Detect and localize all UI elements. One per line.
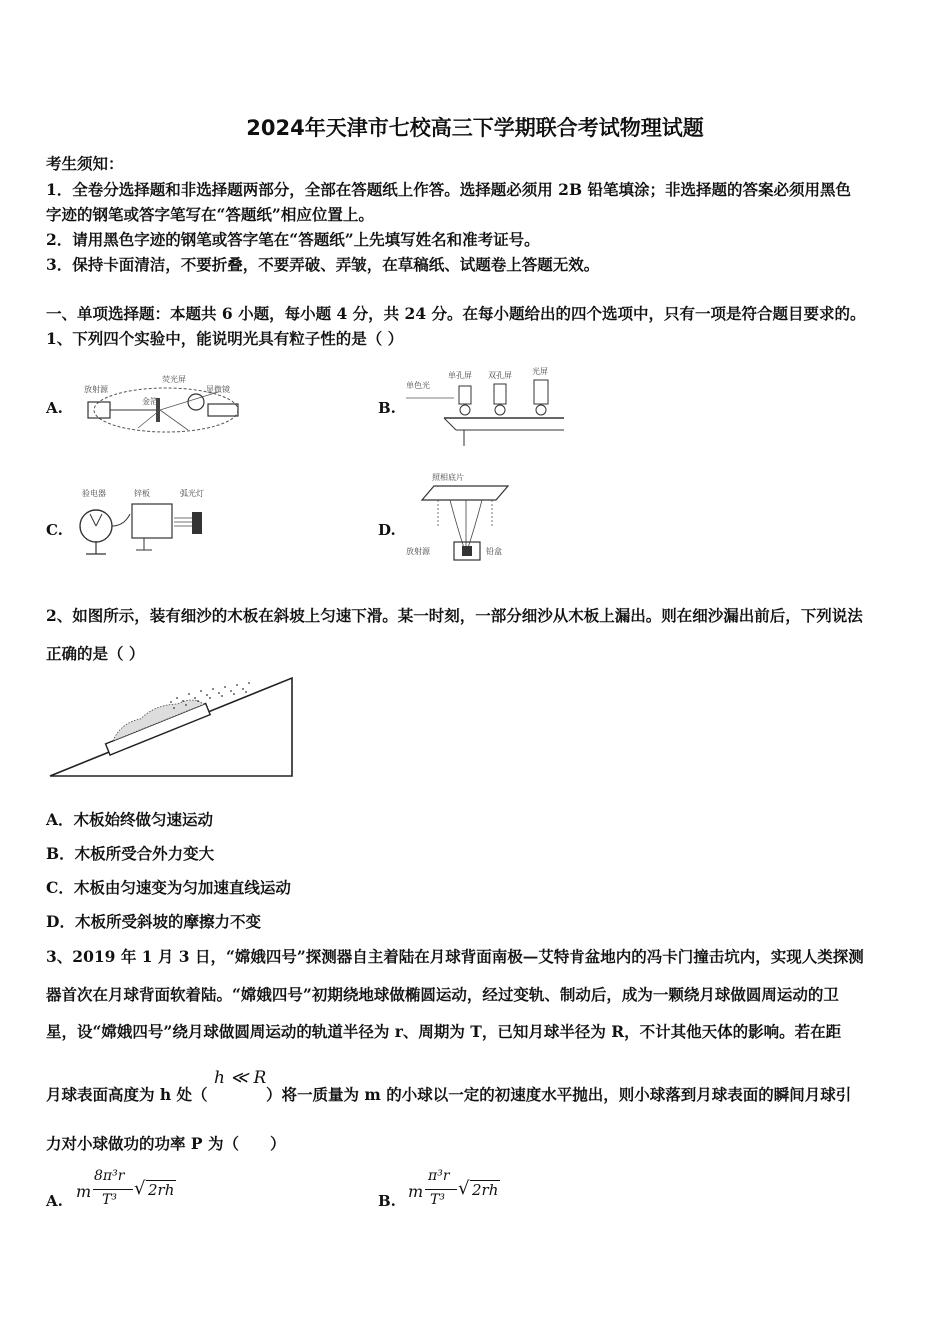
notice-line-1a: 1．全卷分选择题和非选择题两部分，全部在答题纸上作答。选择题必须用 2B 铅笔填涂；非选择题的答案必须用黑色 — [46, 180, 851, 199]
q2-option-a: A．木板始终做匀速运动 — [46, 810, 214, 829]
q3-option-a-label: A. — [46, 1192, 63, 1210]
section-heading: 一、单项选择题：本题共 6 小题，每小题 4 分，共 24 分。在每小题给出的四个选项中，只有一项是符合题目要求的。 — [46, 304, 866, 323]
q3-option-b-formula — [408, 1168, 518, 1216]
q2-incline-figure — [46, 672, 298, 780]
fig-b-label-double: 双孔屏 — [488, 371, 512, 380]
q1-figure-a — [78, 370, 248, 438]
q1-option-a-label: A. — [46, 399, 63, 417]
formula-a-fraction-bar — [93, 1189, 133, 1190]
q1-stem: 1、下列四个实验中，能说明光具有粒子性的是（ ） — [46, 329, 404, 348]
q2-stem-b: 正确的是（ ） — [46, 644, 145, 663]
q1-figure-b — [404, 366, 569, 448]
fig-b-label-light: 单色光 — [406, 381, 430, 390]
fig-a-label-microscope: 显微镜 — [206, 385, 230, 394]
fig-c-label-lamp: 弧光灯 — [180, 489, 204, 498]
formula-a-sqrt-icon: √ — [134, 1178, 146, 1199]
q2-option-d: D．木板所受斜坡的摩擦力不变 — [46, 912, 261, 931]
q3-line-3: 星，设“嫦娥四号”绕月球做圆周运动的轨道半径为 r、周期为 T，已知月球半径为 R，不计其他天体的影响。若在距 — [46, 1022, 842, 1041]
formula-b-denominator: T³ — [430, 1192, 445, 1208]
fig-c-label-electroscope: 验电器 — [82, 489, 106, 498]
q3-line-1: 3、2019 年 1 月 3 日，“嫦娥四号”探测器自主着陆在月球背面南极—艾特肯盆地内的冯卡门撞击坑内，实现人类探测 — [46, 947, 864, 966]
q3-option-a-formula — [76, 1168, 186, 1216]
formula-a-numerator: 8π³r — [94, 1168, 125, 1184]
q1-option-c-label: C. — [46, 521, 63, 539]
q2-option-c: C．木板由匀速变为匀加速直线运动 — [46, 878, 291, 897]
page-title: 2024年天津市七校高三下学期联合考试物理试题 — [246, 116, 704, 140]
q3-condition-math: h ≪ R — [214, 1068, 267, 1088]
notice-line-2: 2．请用黑色字迹的钢笔或答字笔在“答题纸”上先填写姓名和准考证号。 — [46, 230, 540, 249]
formula-a-radicand: 2rh — [148, 1181, 175, 1199]
fig-b-label-screen: 光屏 — [532, 367, 548, 376]
formula-b-fraction-bar — [425, 1189, 457, 1190]
notice-heading: 考生须知： — [46, 154, 124, 173]
q1-option-b-label: B. — [378, 399, 396, 417]
fig-d-label-box: 铅盒 — [486, 547, 502, 556]
fig-a-label-screen: 荧光屏 — [162, 375, 186, 384]
fig-d-label-source: 放射源 — [406, 547, 430, 556]
fig-a-label-source: 放射源 — [84, 385, 108, 394]
formula-b-sqrt-icon: √ — [458, 1178, 470, 1199]
fig-a-label-foil: 金箔 — [142, 397, 158, 406]
q1-figure-c — [74, 484, 224, 560]
q1-option-d-label: D. — [378, 521, 396, 539]
q3-option-b-label: B. — [378, 1192, 396, 1210]
formula-a-denominator: T³ — [102, 1192, 117, 1208]
formula-a-mass: m — [76, 1182, 92, 1201]
q3-line-5: 力对小球做功的功率 P 为（ ） — [46, 1134, 286, 1153]
q2-option-b: B．木板所受合外力变大 — [46, 844, 215, 863]
q3-line-2: 器首次在月球背面软着陆。“嫦娥四号”初期绕地球做椭圆运动，经过变轨、制动后，成为一颗绕月球做圆周运动的卫 — [46, 985, 839, 1004]
q2-stem-a: 2、如图所示，装有细沙的木板在斜坡上匀速下滑。某一时刻，一部分细沙从木板上漏出。则在细沙漏出前后，下列说法 — [46, 606, 863, 625]
fig-b-label-single: 单孔屏 — [448, 371, 472, 380]
formula-b-mass: m — [408, 1182, 424, 1201]
q1-figure-d — [404, 468, 524, 566]
fig-d-label-film: 照相底片 — [432, 473, 464, 482]
q3-line-4b: ）将一质量为 m 的小球以一定的初速度水平抛出，则小球落到月球表面的瞬间月球引 — [266, 1085, 852, 1104]
formula-b-numerator: π³r — [428, 1168, 450, 1184]
notice-line-1b: 字迹的钢笔或答字笔写在“答题纸”相应位置上。 — [46, 205, 374, 224]
notice-line-3: 3．保持卡面清洁，不要折叠，不要弄破、弄皱，在草稿纸、试题卷上答题无效。 — [46, 255, 600, 274]
q3-line-4a: 月球表面高度为 h 处（ — [46, 1085, 208, 1104]
formula-b-radicand: 2rh — [472, 1181, 499, 1199]
fig-c-label-zinc: 锌板 — [134, 489, 150, 498]
